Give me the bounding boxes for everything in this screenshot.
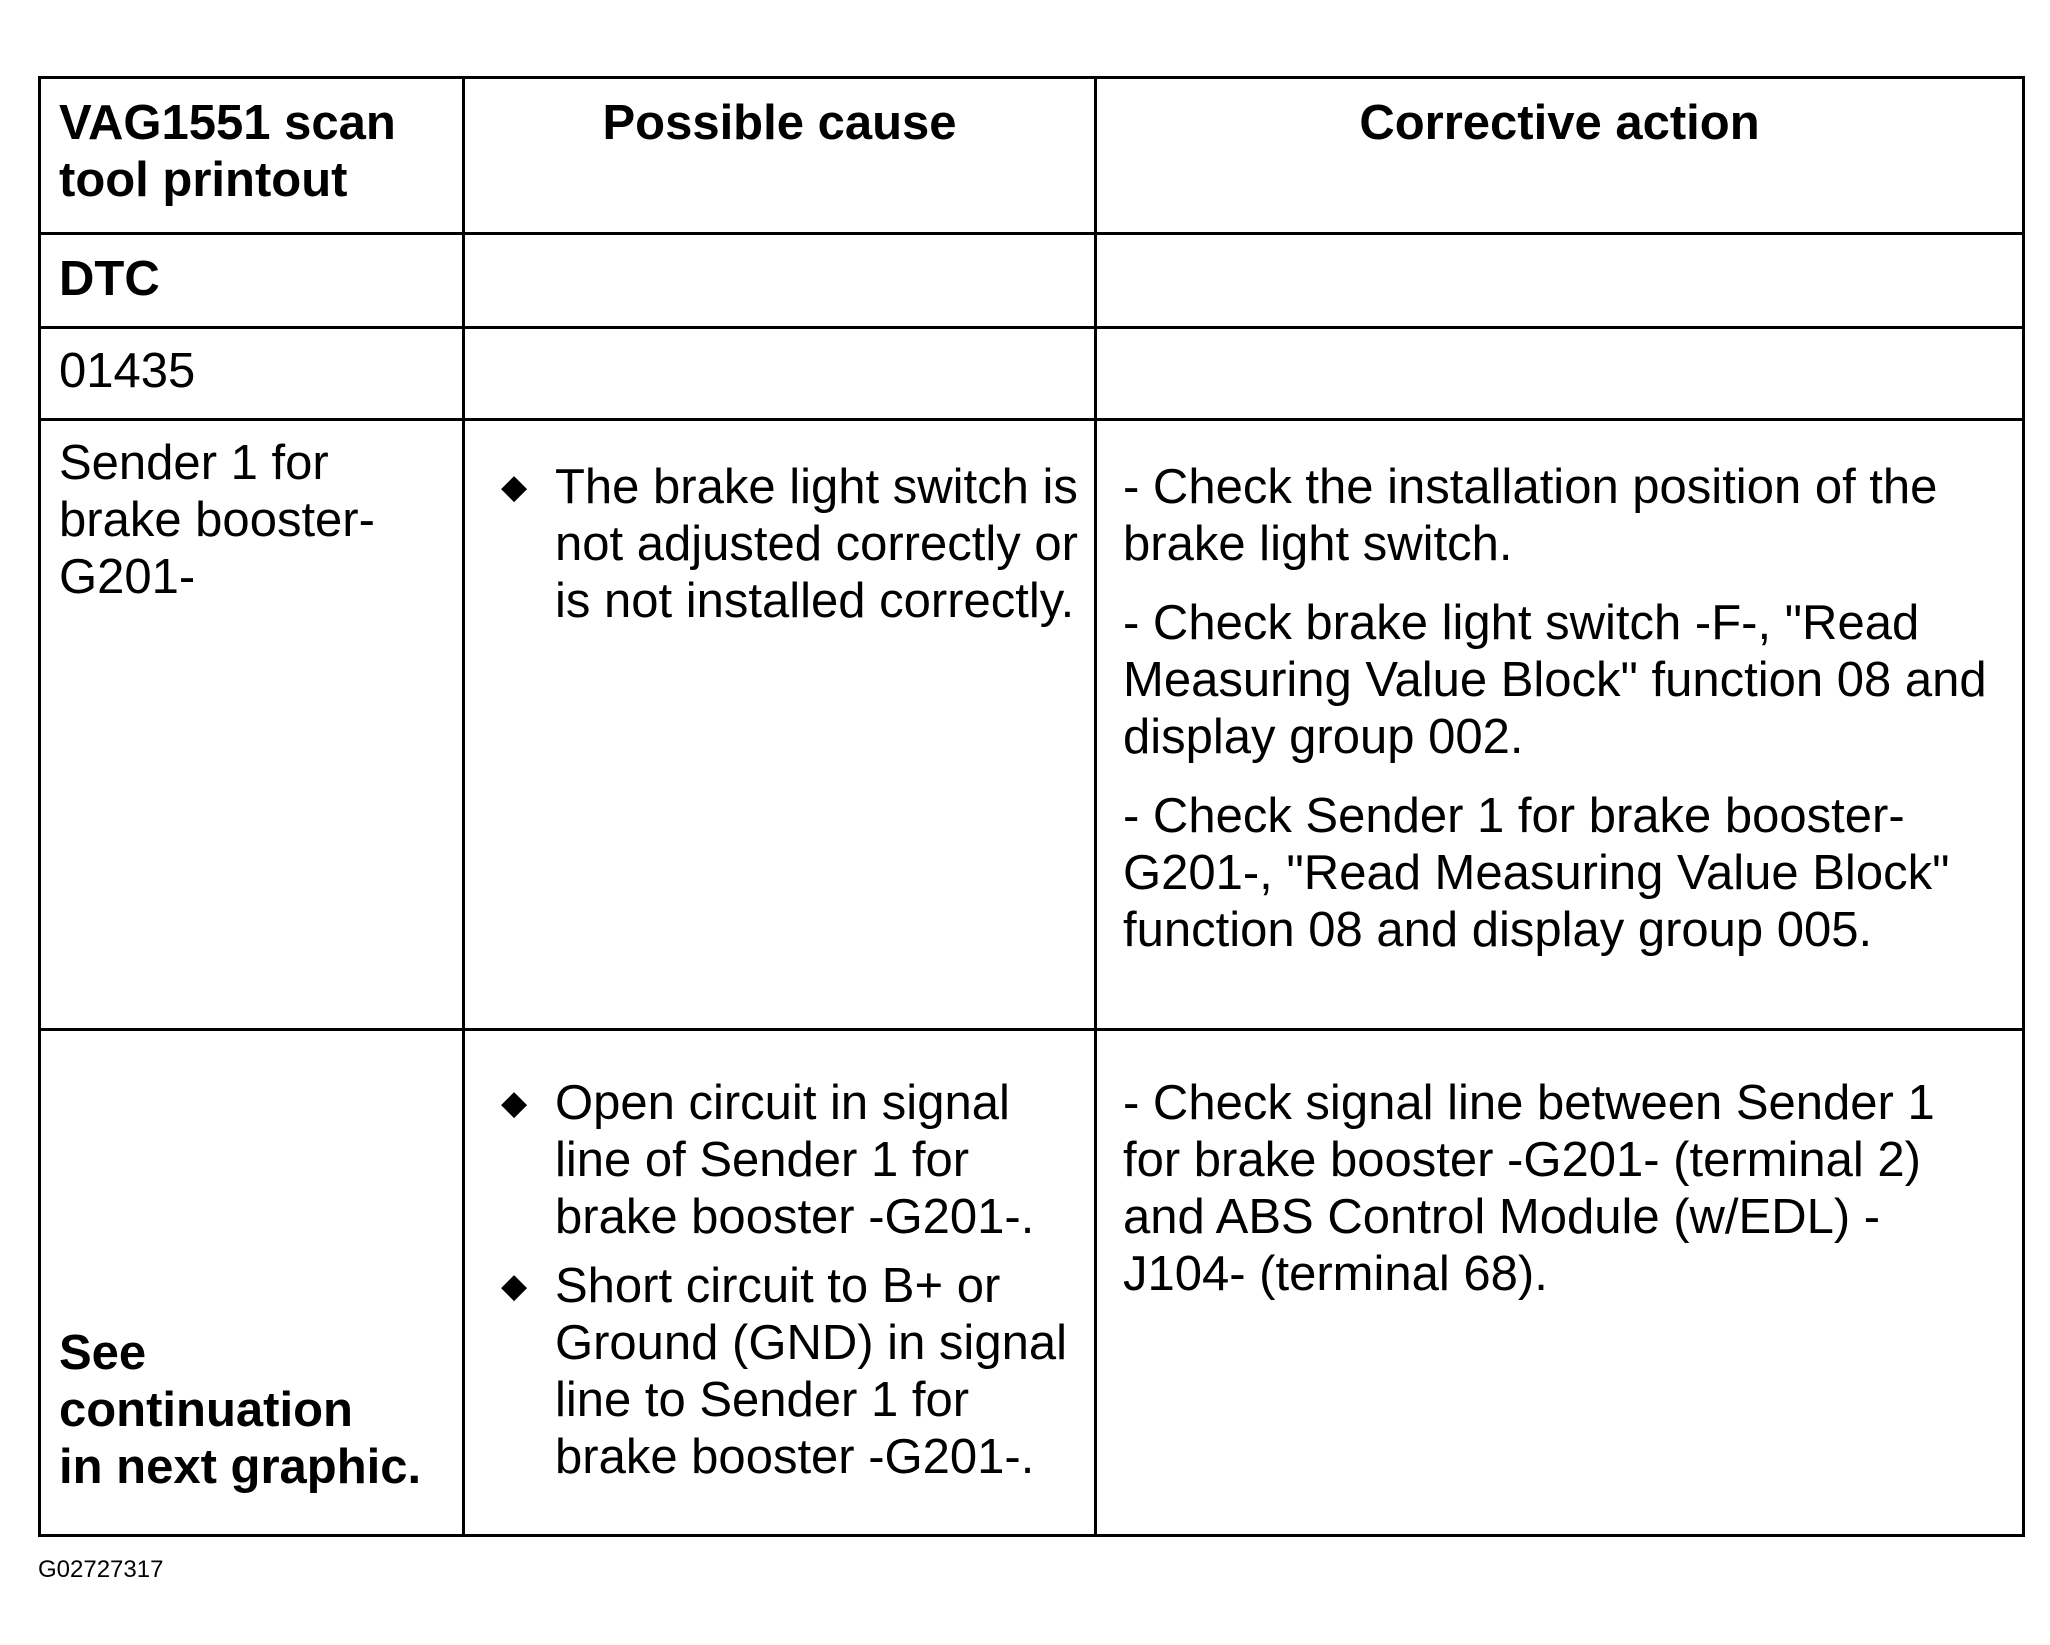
empty-cell (1096, 328, 2024, 420)
table-row (40, 420, 2024, 1030)
header-printout: VAG1551 scan tool printout (40, 78, 464, 234)
see-line: continuation (59, 1383, 353, 1437)
table-row (40, 1030, 2024, 1536)
dtc-label: DTC (40, 234, 464, 328)
see-line: See (59, 1326, 147, 1380)
action-cell (1096, 1030, 2024, 1536)
cause-text: Short circuit to B+ or Ground (GND) in signal line to Sender 1 for brake booster -G201-. (555, 1259, 1067, 1484)
figure-id-caption: G02727317 (38, 1556, 164, 1583)
action-text: - Check the installation position of the brake light switch. (1123, 460, 1938, 571)
header-corrective-action: Corrective action (1096, 78, 2024, 234)
action-cell (1096, 420, 2024, 1030)
empty-cell (464, 234, 1096, 328)
cause-text: Open circuit in signal line of Sender 1 for brake booster -G201-. (555, 1076, 1035, 1244)
header-row (40, 78, 2024, 234)
see-continuation-note (40, 1030, 464, 1536)
dtc-label-row (40, 234, 2024, 328)
list-item (465, 1258, 1094, 1486)
empty-cell (1096, 234, 2024, 328)
cause-list (465, 459, 1094, 630)
diamond-bullet-icon: ◆ (501, 1084, 528, 1122)
diamond-bullet-icon: ◆ (501, 468, 528, 506)
action-text: - Check brake light switch -F-, "Read Measuring Value Block" function 08 and display group 002. (1123, 596, 1987, 764)
action-text: - Check signal line between Sender 1 for brake booster -G201- (terminal 2) and ABS Control Module (w/EDL) -J104- (terminal 68). (1123, 1076, 1935, 1301)
cause-list (465, 1075, 1094, 1486)
cause-text: The brake light switch is not adjusted correctly or is not installed correctly. (555, 460, 1078, 628)
cause-cell (464, 1030, 1096, 1536)
printout-cell: Sender 1 for brake booster-G201- (40, 420, 464, 1030)
empty-cell (464, 328, 1096, 420)
diagnostic-table (38, 76, 2025, 1537)
dtc-code: 01435 (40, 328, 464, 420)
dtc-code-row (40, 328, 2024, 420)
see-line: in next graphic. (59, 1440, 422, 1494)
header-possible-cause: Possible cause (464, 78, 1096, 234)
cause-cell (464, 420, 1096, 1030)
action-text: - Check Sender 1 for brake booster-G201-, "Read Measuring Value Block" function 08 and display group 005. (1123, 789, 1950, 957)
list-item (465, 459, 1094, 630)
list-item (465, 1075, 1094, 1246)
diamond-bullet-icon: ◆ (501, 1267, 528, 1305)
